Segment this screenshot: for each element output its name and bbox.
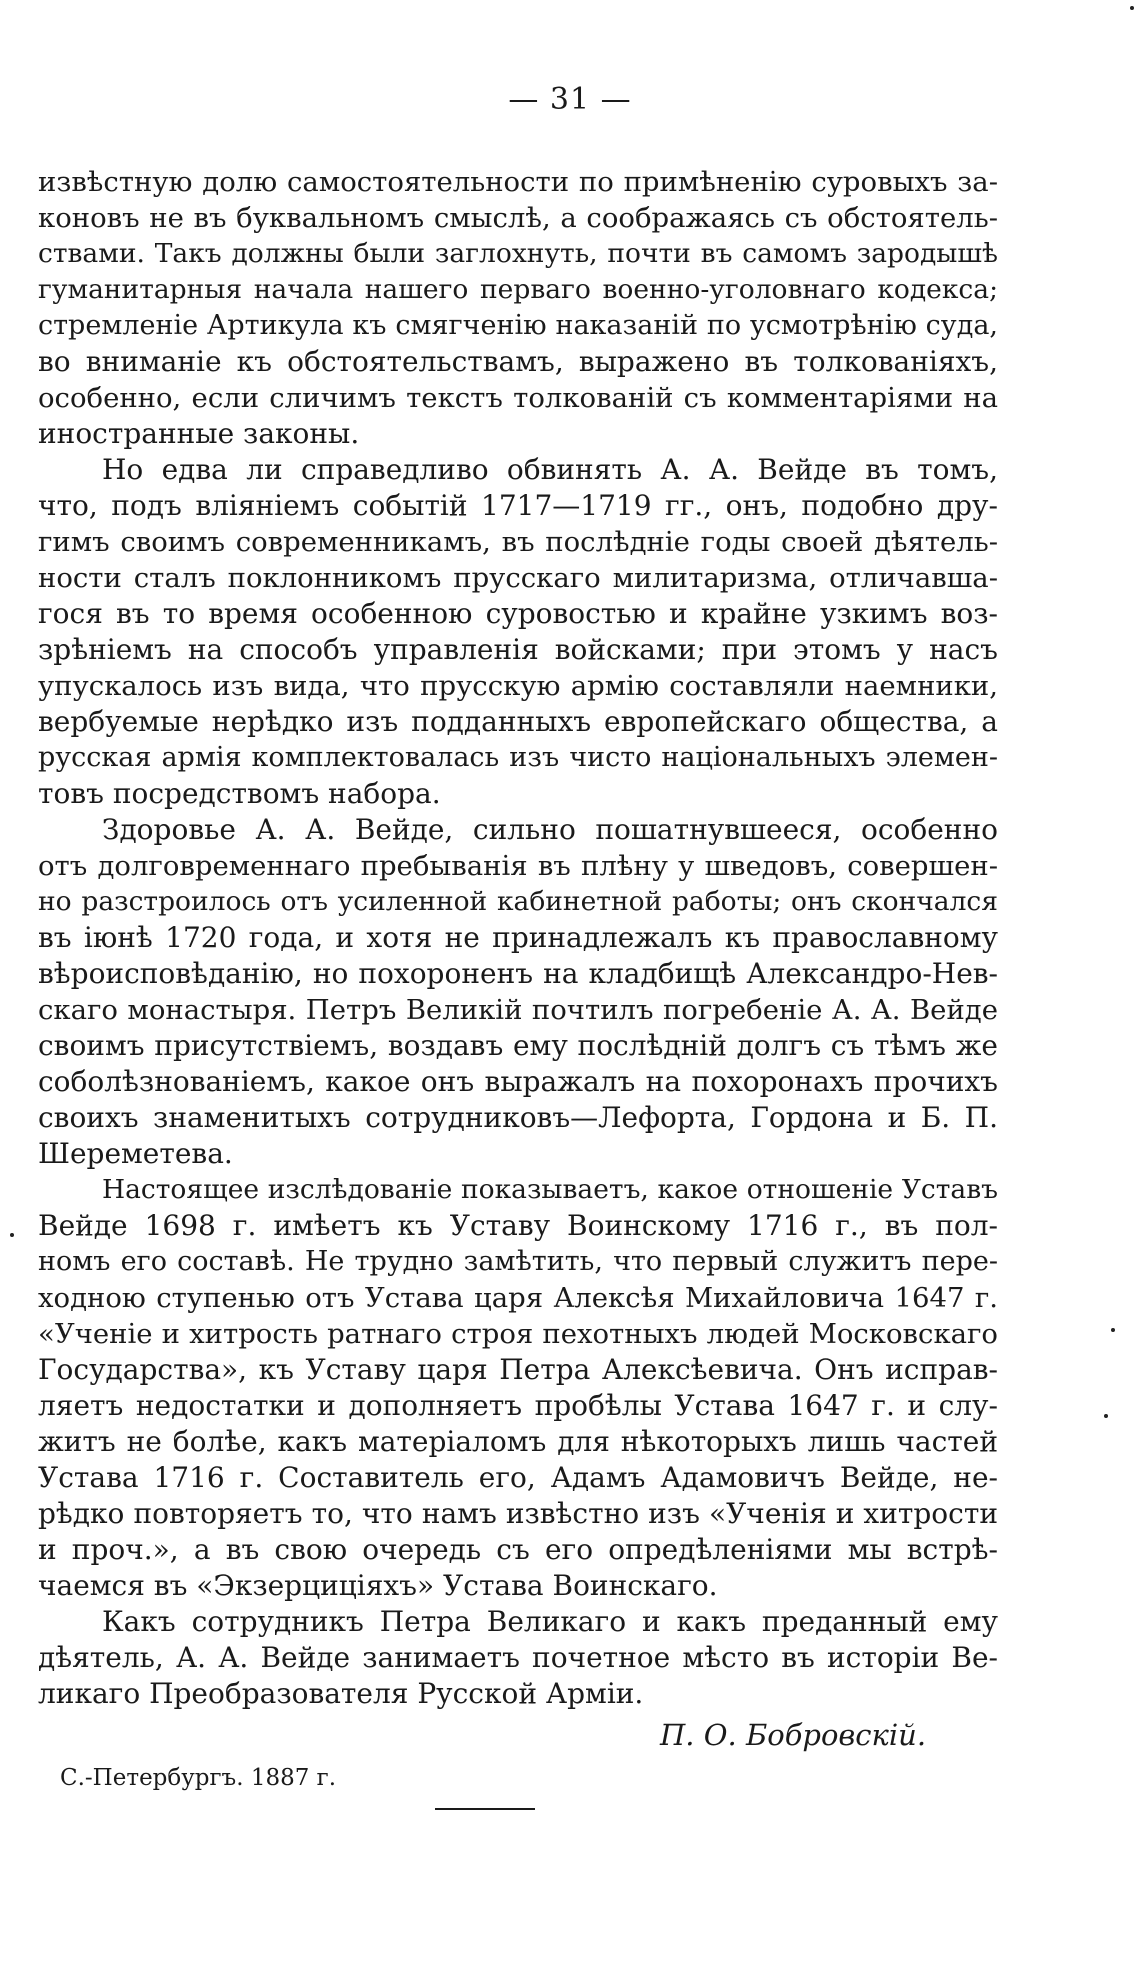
- text-line: ляетъ недостатки и дополняетъ пробѣлы Устава 1647 г. и слу-: [38, 1389, 998, 1422]
- text-line: но разстроилось отъ усиленной кабинетной работы; онъ скончался: [38, 886, 998, 917]
- text-line: стремленіе Артикула къ смягченію наказаній по усмотрѣнію суда,: [38, 310, 998, 341]
- text-line: вербуемые нерѣдко изъ подданныхъ европейскаго общества, а: [38, 705, 998, 738]
- text-line: коновъ не въ буквальномъ смыслѣ, а соображаясь съ обстоятель-: [38, 202, 998, 234]
- text-line: Вейде 1698 г. имѣетъ къ Уставу Воинскому 1716 г., въ пол-: [38, 1209, 998, 1242]
- text-line: иностранные законы.: [38, 417, 360, 450]
- text-line: гуманитарныя начала нашего перваго военно-уголовнаго кодекса;: [38, 274, 998, 305]
- text-line: упускалось изъ вида, что прусскую армію составляли наемники,: [38, 670, 998, 702]
- text-line: соболѣзнованіемъ, какое онъ выражалъ на похоронахъ прочихъ: [38, 1065, 998, 1098]
- body-text: [38, 164, 998, 1712]
- print-speck: [1104, 1414, 1108, 1418]
- text-line: особенно, если сличимъ текстъ толкованій съ комментаріями на: [38, 382, 998, 414]
- text-line: ности сталъ поклонникомъ прусскаго милитаризма, отличавша-: [38, 562, 998, 594]
- text-line: зрѣніемъ на способъ управленія войсками; при этомъ у насъ: [38, 633, 998, 666]
- print-speck: [1130, 6, 1134, 10]
- text-line: ходною ступенью отъ Устава царя Алексѣя Михайловича 1647 г.: [38, 1282, 998, 1314]
- text-line: въ іюнѣ 1720 года, и хотя не принадлежалъ къ православному: [38, 921, 998, 954]
- text-line: ствами. Такъ должны были заглохнуть, почти въ самомъ зародышѣ: [38, 238, 998, 269]
- text-line: рѣдко повторяетъ то, что намъ извѣстно изъ «Ученія и хитрости: [38, 1497, 998, 1530]
- page-number: — 31 —: [508, 82, 632, 117]
- text-line: житъ не болѣе, какъ матеріаломъ для нѣкоторыхъ лишь частей: [38, 1425, 998, 1458]
- text-line: русская армія комплектовалась изъ чисто національныхъ элемен-: [38, 742, 998, 773]
- text-line: чаемся въ «Экзерциціяхъ» Устава Воинскаго.: [38, 1569, 718, 1602]
- text-line: извѣстную долю самостоятельности по примѣненію суровыхъ за-: [38, 166, 998, 198]
- text-line: своимъ присутствіемъ, воздавъ ему послѣдній долгъ съ тѣмъ же: [38, 1029, 998, 1062]
- text-line: Здоровье А. А. Вейде, сильно пошатнувшееся, особенно: [102, 813, 998, 846]
- place-date: С.-Петербургъ. 1887 г.: [60, 1765, 337, 1791]
- end-rule: [435, 1808, 535, 1810]
- text-line: что, подъ вліяніемъ событій 1717—1719 гг., онъ, подобно дру-: [38, 489, 998, 522]
- author-signature: П. О. Бобровскій.: [660, 1718, 927, 1752]
- text-line: Устава 1716 г. Составитель его, Адамъ Адамовичъ Вейде, не-: [38, 1461, 998, 1494]
- text-line: номъ его составѣ. Не трудно замѣтить, что первый служитъ пере-: [38, 1246, 998, 1277]
- text-line: Государства», къ Уставу царя Петра Алексѣевича. Онъ исправ-: [38, 1353, 998, 1386]
- text-line: своихъ знаменитыхъ сотрудниковъ—Лефорта, Гордона и Б. П.: [38, 1101, 998, 1134]
- text-line: дѣятель, А. А. Вейде занимаетъ почетное мѣсто въ исторіи Ве-: [38, 1641, 998, 1674]
- text-line: Какъ сотрудникъ Петра Великаго и какъ преданный ему: [102, 1605, 998, 1638]
- text-line: скаго монастыря. Петръ Великій почтилъ погребеніе А. А. Вейде: [38, 994, 998, 1026]
- text-line: и проч.», а въ свою очередь съ его опредѣленіями мы встрѣ-: [38, 1533, 998, 1566]
- text-line: товъ посредствомъ набора.: [38, 777, 441, 810]
- text-line: Настоящее изслѣдованіе показываетъ, какое отношеніе Уставъ: [102, 1174, 998, 1205]
- text-line: Шереметева.: [38, 1137, 233, 1170]
- print-speck: [10, 1233, 14, 1237]
- text-line: Но едва ли справедливо обвинять А. А. Вейде въ томъ,: [102, 453, 998, 486]
- text-line: во вниманіе къ обстоятельствамъ, выражено въ толкованіяхъ,: [38, 345, 998, 378]
- text-line: гося въ то время особенною суровостью и крайне узкимъ воз-: [38, 597, 998, 630]
- text-line: гимъ своимъ современникамъ, въ послѣдніе годы своей дѣятель-: [38, 526, 998, 558]
- text-line: ликаго Преобразователя Русской Арміи.: [38, 1677, 644, 1710]
- print-speck: [1111, 1328, 1115, 1332]
- text-line: отъ долговременнаго пребыванія въ плѣну у шведовъ, совершен-: [38, 850, 998, 882]
- text-line: вѣроисповѣданію, но похороненъ на кладбищѣ Александро-Нев-: [38, 957, 998, 990]
- text-line: «Ученіе и хитрость ратнаго строя пехотныхъ людей Московскаго: [38, 1318, 998, 1350]
